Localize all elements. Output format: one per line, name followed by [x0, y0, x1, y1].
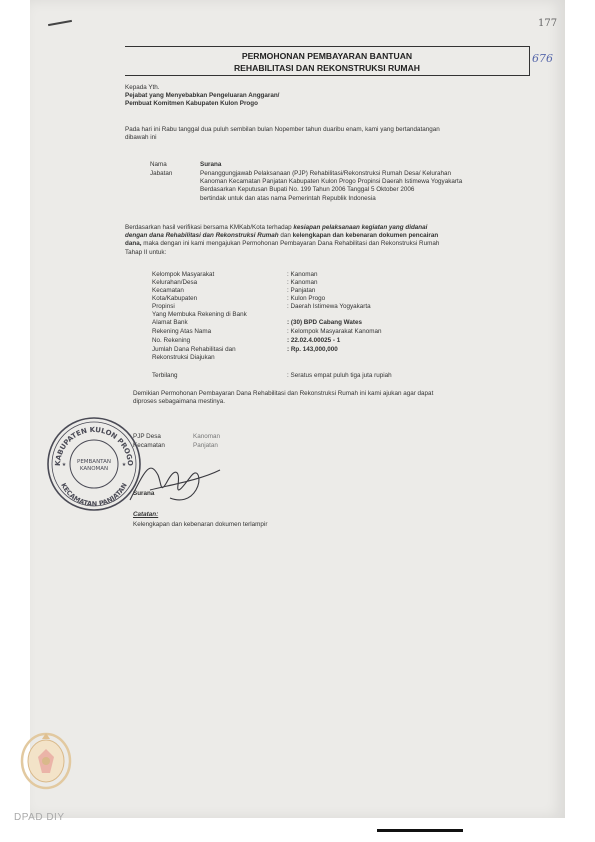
body-text-4: Tahap II untuk: [125, 248, 167, 256]
jabatan-line-3: Berdasarkan Keputusan Bupati No. 199 Tahun 2006 Tanggal 5 Oktober 2006 [200, 186, 415, 194]
detail-value: : Panjatan [287, 287, 316, 294]
detail-value: : Kelompok Masyarakat Kanoman [287, 328, 382, 335]
body-text-1: Berdasarkan hasil verifikasi bersama KMKab/Kota terhadap [125, 224, 292, 231]
detail-label: No. Rekening [152, 337, 191, 344]
detail-value: : 22.02.4.00025 - 1 [287, 337, 341, 344]
closing-line-2: diproses sebagaimana mestinya. [133, 398, 226, 406]
recipient-line-3: Pembuat Komitmen Kabupaten Kulon Progo [125, 100, 258, 108]
signature [120, 440, 230, 510]
title-line-1: PERMOHONAN PEMBAYARAN BANTUAN [241, 51, 413, 61]
stamp-top-text: KABUPATEN KULON PROGO [53, 425, 135, 467]
pjp-label: PJP Desa [133, 433, 161, 440]
detail-label: Rekonstruksi Diajukan [152, 354, 215, 361]
document-title [125, 46, 530, 76]
footer-label: DPAD DIY [14, 812, 65, 823]
archive-number: 676 [532, 52, 553, 65]
detail-value: : Rp. 143,000,000 [287, 346, 338, 353]
notes-text: Kelengkapan dan kebenaran dokumen terlampir [133, 521, 268, 528]
detail-label: Terbilang [152, 372, 178, 379]
signer-name-text: Surana [133, 490, 155, 497]
closing-paragraph [133, 390, 533, 406]
jabatan-line-1: Penanggungjawab Pelaksanaan (PJP) Rehabilitasi/Rekonstruksi Rumah Desa/ Kelurahan [200, 170, 451, 177]
recipient-line-2: Pejabat yang Menyebabkan Pengeluaran Anggaran/ [125, 92, 280, 100]
jabatan-line-4: bertindak untuk dan atas nama Pemerintah Republik Indonesia [200, 194, 376, 202]
closing-line-1: Demikian Permohonan Pembayaran Dana Rehabilitasi dan Rekonstruksi Rumah ini kami ajukan agar dapat [133, 390, 434, 397]
body-emph-1: kesiapan pelaksanaan kegiatan yang didanai [293, 224, 428, 231]
body-text-3: maka dengan ini kami mengajukan Permohonan Pembayaran Dana Rehabilitasi dan Rekonstruksi Rumah [143, 240, 440, 248]
body-emph-4: dana, [125, 240, 142, 248]
jabatan-line-2: Kanoman Kecamatan Panjatan Kabupaten Kulon Progo Propinsi Daerah Istimewa Yogyakarta [200, 178, 463, 186]
detail-label: Propinsi [152, 303, 175, 310]
kecamatan-value: Panjatan [193, 442, 218, 449]
intro-line-2: dibawah ini [125, 134, 157, 142]
kecamatan-label: Kecamatan [133, 442, 165, 449]
intro-paragraph [125, 126, 535, 142]
stamp-star-left: ★ [61, 462, 67, 468]
body-emph-3: kelengkapan dan kebenaran dokumen pencairan [292, 232, 439, 240]
notes-title: Catatan: [133, 511, 159, 518]
recipient-block [125, 84, 279, 109]
detail-value: : Seratus empat puluh tiga juta rupiah [287, 372, 392, 379]
detail-label: Kelurahan/Desa [152, 279, 198, 286]
title-line-2: REHABILITASI DAN REKONSTRUKSI RUMAH [233, 63, 421, 73]
recipient-line-1: Kepada Yth. [125, 84, 160, 91]
detail-value: : Daerah Istimewa Yogyakarta [287, 303, 371, 310]
detail-value: : Kanoman [287, 279, 318, 286]
detail-label: Rekening Atas Nama [152, 328, 212, 335]
detail-value: : Kulon Progo [287, 295, 326, 302]
stamp-star-right: ★ [121, 462, 127, 468]
nama-value: Surana [200, 161, 222, 168]
stamp-bottom-text: KECAMATAN PANJATAN [59, 481, 129, 509]
detail-label: Kelompok Masyarakat [152, 271, 215, 278]
document-sheet [30, 0, 565, 818]
detail-label: Jumlah Dana Rehabilitasi dan [152, 346, 236, 353]
body-paragraph [125, 224, 535, 257]
stamp-center-1: PEMBANTAN [77, 459, 111, 465]
body-emph-2: dengan dana Rehabilitasi dan Rekonstruksi Rumah [125, 232, 279, 240]
page-number: 177 [538, 18, 558, 29]
pjp-value: Kanoman [193, 433, 220, 440]
detail-label: Kota/Kabupaten [152, 295, 198, 302]
jabatan-label: Jabatan [150, 170, 173, 177]
nama-label: Nama [150, 161, 167, 168]
body-text-2: dan [280, 232, 291, 240]
archive-emblem-icon [16, 727, 76, 791]
detail-label: Yang Membuka Rekening di Bank [152, 311, 247, 318]
detail-value: : (30) BPD Cabang Wates [287, 319, 362, 326]
detail-label: Kecamatan [152, 287, 184, 294]
detail-value: : Kanoman [287, 271, 318, 278]
intro-line-1: Pada hari ini Rabu tanggal dua puluh sembilan bulan Nopember tahun duaribu enam, kami yang bertandatangan [125, 126, 440, 133]
bottom-rule [377, 829, 463, 832]
stamp-center-2: KANOMAN [79, 466, 109, 472]
jabatan-text [200, 170, 540, 203]
detail-label: Alamat Bank [152, 319, 188, 326]
